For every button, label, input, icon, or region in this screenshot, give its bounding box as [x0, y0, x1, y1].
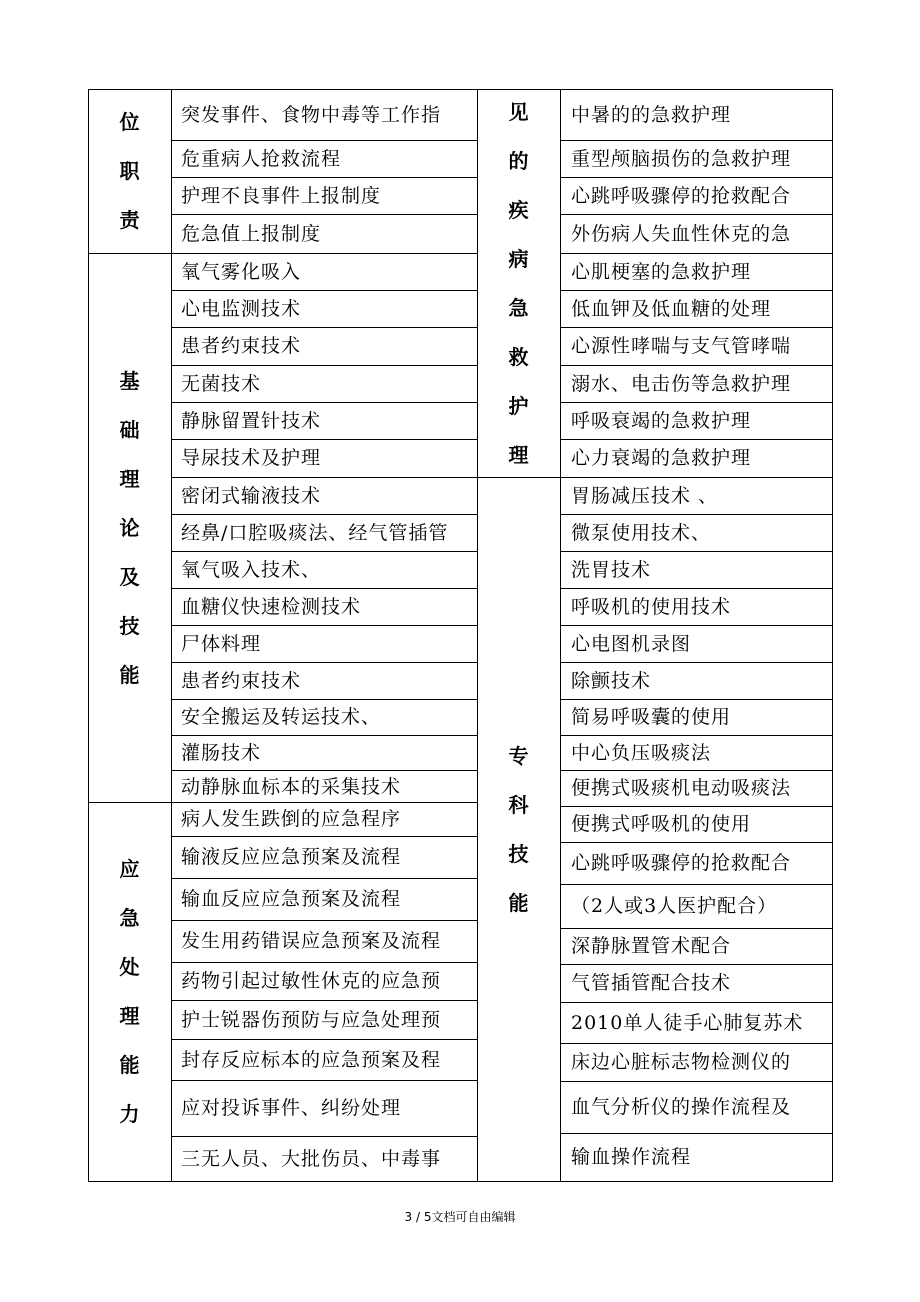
right-item: 床边心脏标志物检测仪的	[571, 1051, 792, 1073]
right-row-divider	[560, 884, 833, 885]
right-category-char: 病	[508, 246, 529, 271]
left-item: 输血反应应急预案及流程	[181, 888, 402, 910]
left-row-divider	[171, 735, 478, 736]
left-item: 发生用药错误应急预案及流程	[181, 930, 442, 952]
left-row-divider	[171, 802, 478, 803]
left-category-char: 能	[119, 662, 140, 687]
right-row-divider	[560, 928, 833, 929]
left-item: 突发事件、食物中毒等工作指	[181, 103, 442, 126]
right-row-divider	[560, 327, 833, 328]
left-category-divider	[88, 253, 172, 254]
left-item: 导尿技术及护理	[181, 447, 322, 469]
left-item: 护理不良事件上报制度	[181, 184, 382, 207]
right-item: 2010单人徒手心肺复苏术	[571, 1011, 804, 1034]
left-category-char: 及	[119, 564, 140, 589]
right-item: 除颤技术	[571, 669, 652, 692]
left-category-char: 理	[119, 466, 140, 491]
left-category-char: 位	[119, 110, 140, 134]
right-item: 简易呼吸囊的使用	[571, 706, 732, 728]
left-item: 心电监测技术	[181, 297, 302, 320]
left-category-char: 急	[119, 906, 140, 930]
right-row-divider	[560, 402, 833, 403]
left-item: 氧气雾化吸入	[181, 260, 302, 283]
right-item: 中暑的的急救护理	[571, 103, 732, 126]
left-row-divider	[171, 514, 478, 515]
right-category-char: 科	[508, 792, 529, 817]
left-category-char: 理	[119, 1004, 140, 1028]
left-row-divider	[171, 214, 478, 215]
right-row-divider	[560, 1043, 833, 1044]
left-item: 密闭式输液技术	[181, 484, 322, 507]
right-item: 重型颅脑损伤的急救护理	[571, 147, 792, 170]
right-row-divider	[560, 1002, 833, 1003]
right-item: 深静脉置管术配合	[571, 935, 732, 957]
left-row-divider	[171, 962, 478, 963]
left-row-divider	[171, 836, 478, 837]
right-row-divider	[560, 1181, 833, 1182]
right-item: 心力衰竭的急救护理	[571, 447, 752, 469]
left-category-char: 责	[119, 208, 140, 232]
left-row-divider	[171, 177, 478, 178]
right-item: 气管插管配合技术	[571, 972, 732, 994]
right-row-divider	[560, 290, 833, 291]
right-item: 呼吸机的使用技术	[571, 595, 732, 618]
left-category-char: 础	[119, 417, 140, 442]
right-category-char: 能	[508, 890, 529, 915]
left-row-divider	[171, 1039, 478, 1040]
left-category-char: 处	[119, 955, 140, 979]
right-category-char: 理	[508, 442, 529, 467]
left-row-divider	[171, 699, 478, 700]
right-item: 心跳呼吸骤停的抢救配合	[571, 852, 792, 874]
right-category-char: 见	[508, 99, 529, 124]
left-row-divider	[171, 140, 478, 141]
left-row-divider	[171, 290, 478, 291]
left-item: 安全搬运及转运技术、	[181, 706, 382, 728]
left-row-divider	[171, 878, 478, 879]
right-item: 中心负压吸痰法	[571, 741, 712, 764]
right-item: 外伤病人失血性休克的急	[571, 222, 792, 245]
right-item: 便携式呼吸机的使用	[571, 813, 752, 835]
left-row-divider	[171, 365, 478, 366]
right-item: 低血钾及低血糖的处理	[571, 297, 772, 320]
right-row-divider	[560, 551, 833, 552]
right-category-char: 的	[508, 148, 529, 173]
left-row-divider	[171, 327, 478, 328]
left-item: 患者约束技术	[181, 335, 302, 357]
left-row-divider	[171, 253, 478, 254]
left-category-char: 应	[119, 857, 140, 881]
left-row-divider	[171, 551, 478, 552]
right-item: 胃肠减压技术 、	[571, 484, 719, 507]
left-row-divider	[171, 920, 478, 921]
left-item: 输液反应应急预案及流程	[181, 846, 402, 868]
right-row-divider	[560, 625, 833, 626]
left-category-char: 技	[119, 613, 140, 638]
left-row-divider	[171, 1080, 478, 1081]
left-item: 尸体料理	[181, 632, 262, 655]
left-item: 动静脉血标本的采集技术	[181, 776, 402, 798]
right-row-divider	[560, 735, 833, 736]
right-row-divider	[560, 514, 833, 515]
right-row-divider	[560, 806, 833, 807]
right-item: 便携式吸痰机电动吸痰法	[571, 777, 792, 799]
right-row-divider	[560, 842, 833, 843]
left-item: 护士锐器伤预防与应急处理预	[181, 1008, 442, 1031]
left-item: 药物引起过敏性休克的应急预	[181, 970, 442, 992]
right-category-char: 专	[508, 743, 529, 768]
left-item: 血糖仪快速检测技术	[181, 595, 362, 618]
left-category-divider	[88, 802, 172, 803]
left-item: 静脉留置针技术	[181, 409, 322, 432]
left-row-divider	[171, 770, 478, 771]
right-row-divider	[560, 662, 833, 663]
left-item: 无菌技术	[181, 372, 262, 395]
left-item: 应对投诉事件、纠纷处理	[181, 1097, 402, 1119]
left-category-char: 论	[119, 515, 140, 540]
left-row-divider	[171, 662, 478, 663]
right-item: 输血操作流程	[571, 1146, 692, 1168]
left-item: 经鼻/口腔吸痰法、经气管插管	[181, 521, 449, 544]
left-row-divider	[171, 588, 478, 589]
left-item: 危急值上报制度	[181, 222, 322, 245]
left-item: 灌肠技术	[181, 741, 262, 764]
right-row-divider	[560, 1133, 833, 1134]
left-category-char: 职	[119, 159, 140, 183]
right-item: 微泵使用技术、	[571, 521, 712, 544]
right-item: 呼吸衰竭的急救护理	[571, 409, 752, 432]
right-item: （2人或3人医护配合）	[571, 895, 778, 917]
left-category-char: 基	[119, 368, 140, 393]
page-footer: 3 / 5文档可自由编辑	[404, 1210, 516, 1224]
right-row-divider	[560, 214, 833, 215]
left-item: 氧气吸入技术、	[181, 558, 322, 581]
left-row-divider	[171, 1181, 478, 1182]
right-row-divider	[560, 365, 833, 366]
left-row-divider	[171, 477, 478, 478]
left-item: 病人发生跌倒的应急程序	[181, 808, 402, 830]
right-category-char: 疾	[508, 197, 529, 222]
right-row-divider	[560, 699, 833, 700]
left-item: 患者约束技术	[181, 669, 302, 692]
table-top-border	[88, 89, 833, 90]
right-row-divider	[560, 964, 833, 965]
right-item: 心肌梗塞的急救护理	[571, 260, 752, 283]
right-category-char: 救	[508, 344, 529, 369]
right-category-char: 护	[508, 393, 529, 418]
right-category-char: 急	[508, 295, 529, 320]
left-category-char: 力	[119, 1102, 140, 1126]
right-item: 洗胃技术	[571, 558, 652, 581]
left-item: 封存反应标本的应急预案及程	[181, 1048, 442, 1071]
right-row-divider	[560, 1081, 833, 1082]
right-row-divider	[560, 770, 833, 771]
right-item: 心跳呼吸骤停的抢救配合	[571, 184, 792, 207]
left-item: 危重病人抢救流程	[181, 147, 342, 170]
left-row-divider	[171, 439, 478, 440]
left-row-divider	[171, 1000, 478, 1001]
right-row-divider	[560, 477, 833, 478]
right-item: 血气分析仪的操作流程及	[571, 1096, 792, 1118]
right-row-divider	[560, 253, 833, 254]
right-item: 溺水、电击伤等急救护理	[571, 372, 792, 395]
left-row-divider	[171, 625, 478, 626]
left-category-char: 能	[119, 1053, 140, 1077]
left-item: 三无人员、大批伤员、中毒事	[181, 1147, 442, 1170]
right-category-char: 技	[508, 841, 529, 866]
right-item: 心源性哮喘与支气管哮喘	[571, 335, 792, 357]
right-row-divider	[560, 177, 833, 178]
left-row-divider	[171, 1136, 478, 1137]
right-row-divider	[560, 140, 833, 141]
right-item: 心电图机录图	[571, 632, 692, 655]
right-row-divider	[560, 588, 833, 589]
left-row-divider	[171, 402, 478, 403]
right-category-divider	[477, 477, 561, 478]
right-row-divider	[560, 439, 833, 440]
